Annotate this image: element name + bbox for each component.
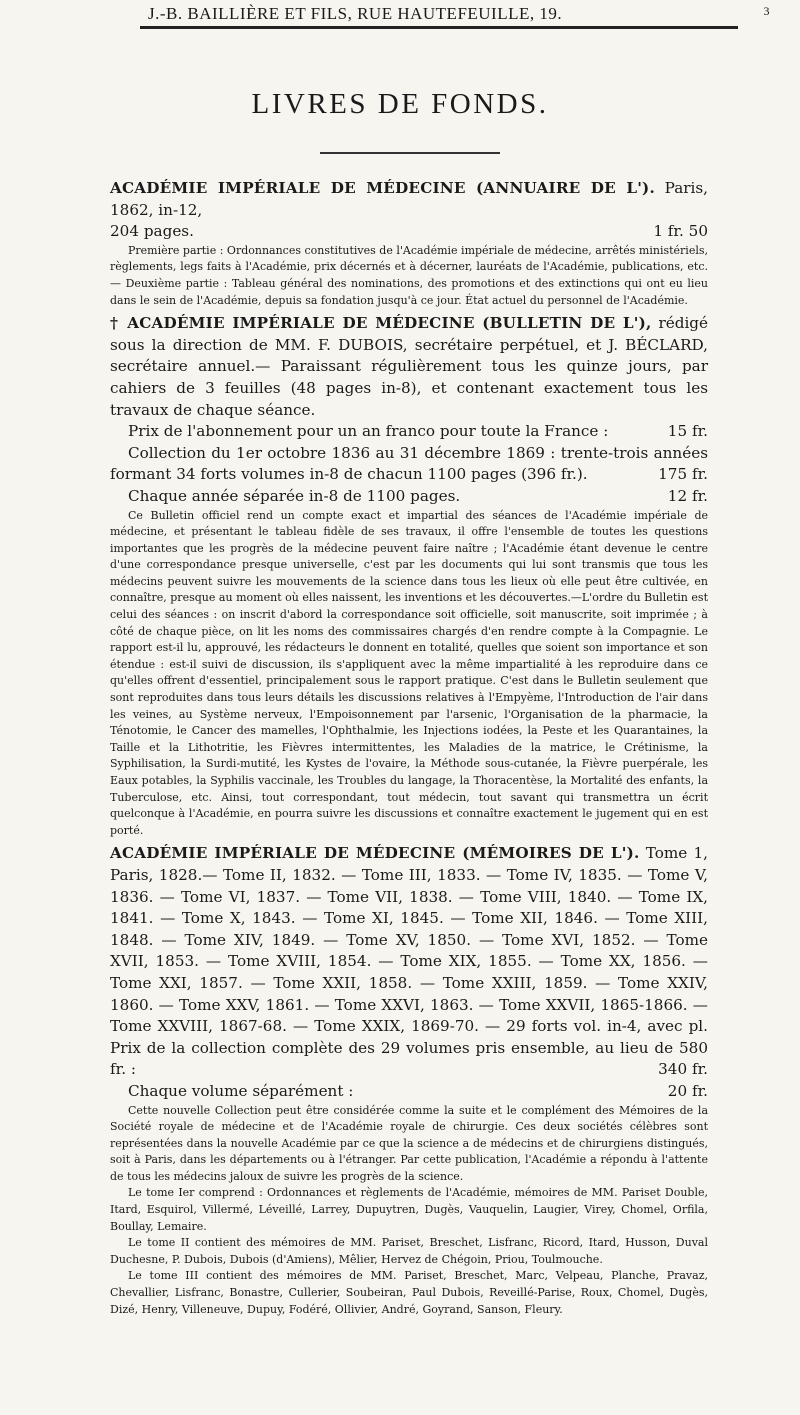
page-title: LIVRES DE FONDS. [251, 88, 549, 120]
entry-bulletin-title [110, 313, 708, 421]
entry-annuaire-title [110, 178, 708, 221]
entry-bulletin-description: Ce Bulletin officiel rend un compte exact et impartial des séances de l'Académie impériale de médecine, et présentant le tableau fidèle de ses travaux, il offre l'ensemble de toutes les questions importantes que les progrès de la médecine peuvent faire naître ; l'Académie étant devenue le centre d'une correspondance presque universelle, c'est par les documents qui lui sont transmis que tous les médecins peuvent suivre les mouvements de la science dans tous les lieux où elle peut être cultivée, en connaître, presque au moment où elles naissent, les inventions et les découvertes.—L'ordre du Bulletin est celui des séances : on inscrit d'abord la correspondance soit officielle, soit manuscrite, soit imprimée ; à côté de chaque pièce, on lit les noms des commissaires chargés d'en rendre compte à la Compagnie. Le rapport est-il lu, approuvé, les rédacteurs le donnent en totalité, quelles que soient son importance et son étendue : est-il suivi de discussion, ils s'appliquent avec la même impartialité à les reproduire dans ce qu'elles offrent d'essentiel, principalement sous le rapport pratique. C'est dans le Bulletin seulement que sont reproduites dans tous leurs détails les discussions relatives à l'Empyème, l'Introduction de l'air dans les veines, au Système nerveux, l'Empoisonnement par l'arsenic, l'Organisation de la pharmacie, la Ténotomie, le Cancer des mamelles, l'Ophthalmie, les Injections iodées, la Peste et les Quarantaines, la Taille et la Lithotritie, les Fièvres intermittentes, les Maladies de la matrice, le Crétinisme, la Syphilisation, la Surdi-mutité, les Kystes de l'ovaire, la Méthode sous-cutanée, la Fièvre puerpérale, les Eaux potables, la Syphilis vaccinale, les Troubles du langage, la Thoracentèse, la Mortalité des enfants, la Tuberculose, etc. Ainsi, tout correspondant, tout médecin, tout savant qui transmettra un écrit quelconque à l'Académie, en pourra suivre les discussions et connaître exactement le jugement qui en est porté. [110, 508, 708, 837]
tome-2-contents: Le tome II contient des mémoires de MM. Pariset, Breschet, Lisfranc, Ricord, Itard, Husson, Duval Duchesne, P. Dubois, Dubois (d'Amiens), Mêlier, Hervez de Chégoin, Priou, Toulmouche. [110, 1236, 708, 1266]
year-label: Chaque année séparée in-8 de 1100 pages. [128, 486, 461, 505]
entry-imprint: Paris, 1862, in-12, [110, 179, 709, 219]
year-line [110, 486, 708, 508]
page-number: 3 [763, 4, 770, 18]
subscription-price: 15 fr. [667, 422, 708, 441]
entry-heading: ACADÉMIE IMPÉRIALE DE MÉDECINE (ANNUAIRE DE L'). [110, 179, 655, 197]
subscription-label: Prix de l'abonnement pour un an franco pour toute la France : [128, 422, 609, 441]
each-volume-line [110, 1081, 708, 1103]
entry-memoires-title [110, 843, 708, 1081]
each-volume-price: 20 fr. [667, 1081, 708, 1100]
entry-annuaire-description: Première partie : Ordonnances constitutives de l'Académie impériale de médecine, arrêtés ministériels, règlements, legs faits à l'Académie, prix décernés et à décerner, lauréats de l'Académie, publications, etc.— Deuxième partie : Tableau général des nominations, des promotions et des extinctions qui ont eu lieu dans le sein de l'Académie, depuis sa fondation jusqu'à ce jour. État actuel du personnel de l'Académie. [110, 243, 708, 307]
dagger-mark: † [110, 314, 121, 333]
collection-price: 340 fr. [658, 1060, 708, 1079]
tome-1-contents: Le tome Ier comprend : Ordonnances et règlements de l'Académie, mémoires de MM. Pariset Double, Itard, Esquirol, Villermé, Léveillé, Larrey, Dupuytren, Dugès, Vauquelin, Laugier, Virey, Chomel, Orfila, Boullay, Lemaire. [110, 1186, 708, 1233]
collection-line [110, 443, 708, 486]
entry-heading: ACADÉMIE IMPÉRIALE DE MÉDECINE (MÉMOIRES DE L'). [110, 844, 640, 863]
each-volume-label: Chaque volume séparément : [128, 1081, 354, 1100]
catalog-content [110, 178, 708, 1318]
publisher-header: J.-B. BAILLIÈRE ET FILS, RUE HAUTEFEUILLE, 19. [148, 4, 563, 23]
collection-price: 175 fr. [658, 465, 708, 484]
entry-price: 1 fr. 50 [653, 222, 708, 241]
collection-text: Collection du 1er octobre 1836 au 31 décembre 1869 : trente-trois années formant 34 forts volumes in-8 de chacun 1100 pages (396 fr.). [110, 443, 708, 484]
running-head [148, 4, 770, 24]
tome-3-contents: Le tome III contient des mémoires de MM. Pariset, Breschet, Marc, Velpeau, Planche, Pravaz, Chevallier, Lisfranc, Bonastre, Cullerier, Soubeiran, Paul Dubois, Reveillé-Parise, Roux, Chomel, Dugès, Dizé, Henry, Villeneuve, Dupuy, Fodéré, Ollivier, André, Goyrand, Sanson, Fleury. [110, 1269, 708, 1316]
header-rule [140, 26, 738, 29]
entry-body: rédigé sous la direction de MM. F. DUBOIS, secrétaire perpétuel, et J. BÉCLARD, secrétaire annuel.— Paraissant régulièrement tous les quinze jours, par cahiers de 3 feuilles (48 pages in-8), et contenant exactement tous les travaux de chaque séance. [110, 314, 709, 419]
entry-heading: ACADÉMIE IMPÉRIALE DE MÉDECINE (BULLETIN DE L'), [127, 314, 652, 333]
entry-annuaire-pages [110, 221, 708, 243]
memoires-description: Cette nouvelle Collection peut être considérée comme la suite et le complément des Mémoires de la Société royale de médecine et de l'Académie royale de chirurgie. Ces deux sociétés célèbres sont représentées dans la nouvelle Académie par ce que la science a de médecins et de chirurgiens distingués, soit à Paris, dans les départements ou à l'étranger. Par cette publication, l'Académie a répondu à l'attente de tous les médecins jaloux de suivre les progrès de la science. [110, 1103, 708, 1183]
entry-memoires [110, 843, 708, 1318]
entry-pages: 204 pages. [110, 222, 194, 241]
entry-annuaire [110, 178, 708, 309]
entry-body: Tome 1, Paris, 1828.— Tome II, 1832. — Tome III, 1833. — Tome IV, 1835. — Tome V, 1836. — Tome VI, 1837. — Tome VII, 1838. — Tome VIII, 1840. — Tome IX, 1841. — Tome X, 1843. — Tome XI, 1845. — Tome XII, 1846. — Tome XIII, 1848. — Tome XIV, 1849. — Tome XV, 1850. — Tome XVI, 1852. — Tome XVII, 1853. — Tome XVIII, 1854. — Tome XIX, 1855. — Tome XX, 1856. — Tome XXI, 1857. — Tome XXII, 1858. — Tome XXIII, 1859. — Tome XXIV, 1860. — Tome XXV, 1861. — Tome XXVI, 1863. — Tome XXVII, 1865-1866. — Tome XXVIII, 1867-68. — Tome XXIX, 1869-70. — 29 forts vol. in-4, avec pl. Prix de la collection complète des 29 volumes pris ensemble, au lieu de 580 fr. : [110, 844, 708, 1079]
subscription-line [110, 421, 708, 443]
title-rule [320, 152, 500, 154]
entry-bulletin [110, 313, 708, 839]
year-price: 12 fr. [667, 486, 708, 505]
